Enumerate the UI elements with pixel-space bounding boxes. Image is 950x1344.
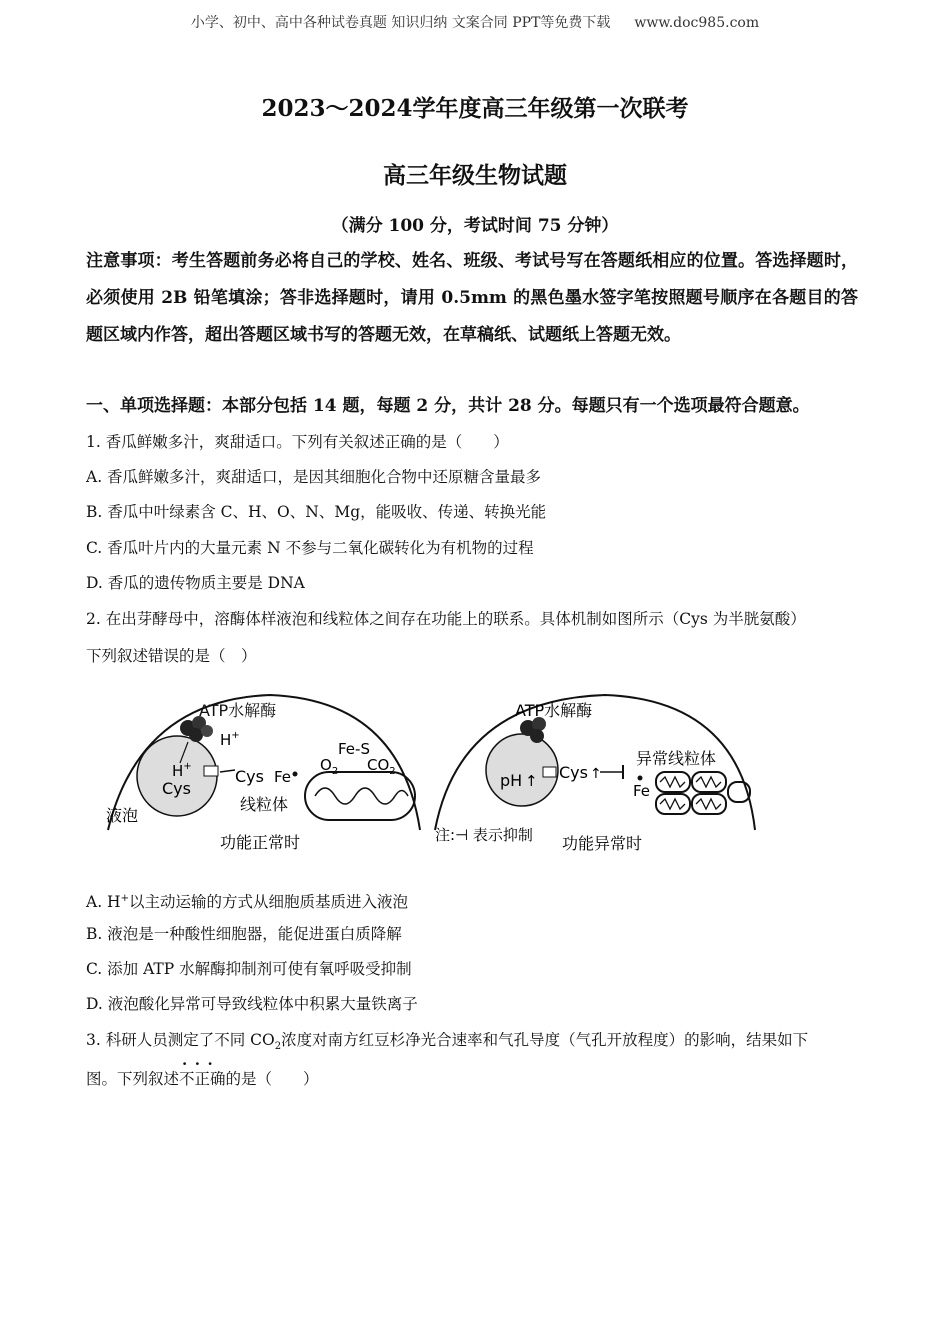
- exam-score-time: （满分 100 分，考试时间 75 分钟）: [331, 216, 619, 236]
- q1-option-c: C. 香瓜叶片内的大量元素 N 不参与二氧化碳转化为有机物的过程: [86, 539, 534, 557]
- fe-left-dot: [293, 772, 298, 777]
- co2-sub: 2: [389, 766, 396, 777]
- figure-right-panel: [435, 695, 755, 853]
- q2-option-a-pre: A. H: [86, 893, 121, 912]
- q2-option-a-sup: +: [120, 893, 129, 904]
- section-1-heading: 一、单项选择题：本部分包括 14 题，每题 2 分，共计 28 分。每题只有一个选项最符合题意。: [86, 396, 810, 416]
- mitochondrion-label: 线粒体: [240, 795, 289, 814]
- q2-option-a: [86, 888, 408, 913]
- header-site-link[interactable]: www.doc985.com: [634, 15, 760, 31]
- fe-s-label: Fe-S: [338, 740, 370, 758]
- q2-option-b: B. 液泡是一种酸性细胞器，能促进蛋白质降解: [86, 925, 402, 943]
- q2-figure-svg: [100, 690, 760, 862]
- cys-transporter-right: [543, 767, 556, 777]
- cys-transporter-left: [204, 766, 218, 776]
- cys-up-arrow: ↑: [590, 766, 602, 782]
- q1-option-b: B. 香瓜中叶绿素含 C、H、O、N、Mg，能吸收、传递、转换光能: [86, 503, 547, 521]
- atp-hydrolase-left-label: ATP水解酶: [199, 701, 277, 720]
- q3-emphasis: · · · 不正确: [179, 1068, 226, 1090]
- cys-outside-right-label: Cys: [559, 763, 588, 782]
- abnormal-mitochondria-cluster: [656, 772, 750, 814]
- fe-right-dot: [638, 776, 643, 781]
- abnormal-function-caption: 功能异常时: [562, 834, 643, 853]
- q1-option-a: A. 香瓜鲜嫩多汁，爽甜适口，是因其细胞化合物中还原糖含量最多: [86, 468, 542, 486]
- o2-sub: 2: [331, 766, 339, 777]
- h-plus-inside-h: H: [172, 762, 184, 780]
- fe-right-label: Fe: [633, 782, 651, 800]
- q2-option-d: D. 液泡酸化异常可导致线粒体中积累大量铁离子: [86, 995, 418, 1013]
- h-plus-outside-h: H: [220, 731, 232, 749]
- co2-label: [367, 756, 396, 777]
- cys-outside-left-label: Cys: [235, 767, 264, 786]
- q2-stem-line2: 下列叙述错误的是（ ）: [86, 647, 257, 665]
- exam-notice: 注意事项：考生答题前务必将自己的学校、姓名、班级、考试号写在答题纸相应的位置。答选择题时，必须使用 2B 铅笔填涂；答非选择题时，请用 0.5mm 的黑色墨水签字笔按照题号顺序在各题目的答题区域内作答，超出答题区域书写的答题无效，在草稿纸、试题纸上答题无效。: [86, 251, 858, 345]
- q3-stem1-post: 浓度对南方红豆杉净光合速率和气孔导度（气孔开放程度）的影响，结果如下: [281, 1031, 809, 1049]
- ph-up-arrow: ↑: [525, 772, 538, 790]
- inhibit-note: 注:⊣ 表示抑制: [435, 826, 533, 844]
- mitochondrion-normal: [305, 772, 415, 820]
- normal-function-caption: 功能正常时: [220, 833, 301, 852]
- q3-stem-line2: [86, 1068, 319, 1090]
- q1-option-d: D. 香瓜的遗传物质主要是 DNA: [86, 574, 305, 592]
- atp-hydrolase-right-label: ATP水解酶: [515, 701, 593, 720]
- q3-stem1-pre: 3. 科研人员测定了不同 CO: [86, 1031, 275, 1049]
- figure-left-panel: [106, 695, 420, 852]
- q3-stem2-pre: 图。下列叙述: [86, 1070, 180, 1088]
- o2-label: [320, 756, 338, 777]
- h-plus-inside-sup: +: [183, 761, 192, 772]
- h-plus-outside-sup: +: [231, 730, 240, 741]
- q2-mechanism-figure: [100, 690, 760, 862]
- q3-stem2-post: 的是（ ）: [225, 1070, 319, 1088]
- header-banner-text: 小学、初中、高中各种试卷真题 知识归纳 文案合同 PPT等免费下载: [190, 15, 611, 31]
- ph-label: pH: [500, 771, 523, 790]
- q3-stem1-sub: 2: [274, 1041, 282, 1053]
- o2-o: O: [320, 756, 332, 774]
- q2-stem-line1: 2. 在出芽酵母中，溶酶体样液泡和线粒体之间存在功能上的联系。具体机制如图所示（Cys 为半胱氨酸）: [86, 610, 806, 628]
- q1-stem: 1. 香瓜鲜嫩多汁，爽甜适口。下列有关叙述正确的是（ ）: [86, 433, 509, 451]
- exam-subject-title: 高三年级生物试题: [383, 162, 567, 189]
- co2-co: CO: [367, 756, 390, 774]
- cys-inside-left-label: Cys: [162, 779, 191, 798]
- q2-option-c: C. 添加 ATP 水解酶抑制剂可使有氧呼吸受抑制: [86, 960, 412, 978]
- h-plus-outside-label: [220, 730, 240, 749]
- vacuole-left-label: 液泡: [106, 806, 139, 825]
- fe-left-label: Fe: [274, 768, 292, 786]
- page-header-banner: [0, 12, 950, 32]
- q2-option-a-post: 以主动运输的方式从细胞质基质进入液泡: [128, 893, 408, 912]
- abnormal-mito-label: 异常线粒体: [636, 749, 717, 768]
- exam-title: 2023～2024学年度高三年级第一次联考: [261, 95, 689, 122]
